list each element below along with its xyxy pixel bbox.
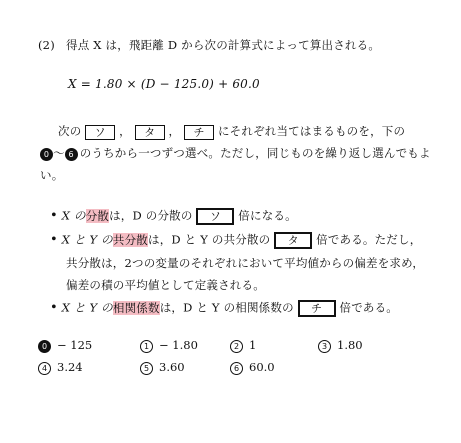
bullet-text: は，D の分散の	[109, 208, 193, 223]
instruction-line-2	[40, 146, 431, 161]
highlight-variance: 分散	[85, 208, 110, 223]
answer-box-so: ソ	[196, 208, 234, 225]
option-number-4: 4	[38, 362, 51, 375]
bullet-text: X の	[61, 208, 86, 223]
answer-box-so: ソ	[85, 125, 115, 140]
instruction-line-2-text: のうちから一つずつ選べ。ただし，同じものを繰り返し選んでもよ	[79, 146, 431, 160]
option-0	[38, 338, 92, 353]
bullet-variance	[50, 208, 297, 225]
option-number-0: 0	[38, 340, 51, 353]
separator: ，	[119, 124, 131, 138]
covariance-definition-1: 共分散は，2つの変量のそれぞれにおいて平均値からの偏差を求め，	[66, 256, 425, 270]
option-value: − 125	[57, 338, 93, 352]
range-end-marker: 6	[65, 148, 78, 161]
range-start-marker: 0	[40, 148, 53, 161]
bullet-dot-icon: •	[50, 232, 58, 248]
separator: ，	[168, 124, 181, 138]
problem-number: (2)	[38, 38, 55, 52]
bullet-dot-icon: •	[50, 300, 58, 316]
option-3	[318, 338, 363, 353]
option-4	[38, 360, 83, 375]
option-1	[140, 338, 198, 353]
option-value: 1	[249, 338, 257, 352]
bullet-text: 倍になる。	[238, 208, 297, 223]
option-value: 60.0	[249, 360, 275, 374]
option-number-2: 2	[230, 340, 243, 353]
answer-box-ta: タ	[274, 232, 312, 249]
highlight-covariance: 共分散	[112, 232, 148, 247]
option-value: − 1.80	[159, 338, 198, 352]
problem-intro: 得点 X は，飛距離 D から次の計算式によって算出される。	[66, 38, 381, 52]
bullet-text: は，D と Y の共分散の	[148, 232, 271, 247]
bullet-text: X と Y の	[61, 232, 113, 247]
bullet-text: 倍である。ただし，	[316, 232, 422, 247]
bullet-covariance	[50, 232, 421, 249]
instruction-line-1	[58, 124, 405, 140]
option-value: 1.80	[337, 338, 363, 352]
range-tilde: 〜	[53, 146, 65, 160]
bullet-dot-icon: •	[50, 208, 58, 224]
instruction-prefix: 次の	[58, 124, 82, 138]
instruction-line-3: い。	[40, 168, 64, 182]
bullet-correlation	[50, 300, 398, 317]
option-6	[230, 360, 275, 375]
option-number-5: 5	[140, 362, 153, 375]
option-value: 3.60	[159, 360, 185, 374]
option-number-1: 1	[140, 340, 153, 353]
bullet-text: 倍である。	[339, 300, 398, 315]
formula: X = 1.80 × (D − 125.0) + 60.0	[68, 77, 260, 91]
option-number-3: 3	[318, 340, 331, 353]
highlight-correlation: 相関係数	[112, 300, 160, 315]
answer-box-ta: タ	[135, 125, 165, 140]
option-value: 3.24	[57, 360, 83, 374]
option-2	[230, 338, 256, 353]
covariance-definition-2: 偏差の積の平均値として定義される。	[66, 278, 265, 292]
instruction-suffix: にそれぞれ当てはまるものを，下の	[217, 124, 406, 138]
bullet-text: は，D と Y の相関係数の	[159, 300, 294, 315]
answer-box-chi: チ	[184, 125, 214, 140]
option-number-6: 6	[230, 362, 243, 375]
bullet-text: X と Y の	[61, 300, 113, 315]
option-5	[140, 360, 185, 375]
answer-box-chi: チ	[298, 300, 336, 317]
